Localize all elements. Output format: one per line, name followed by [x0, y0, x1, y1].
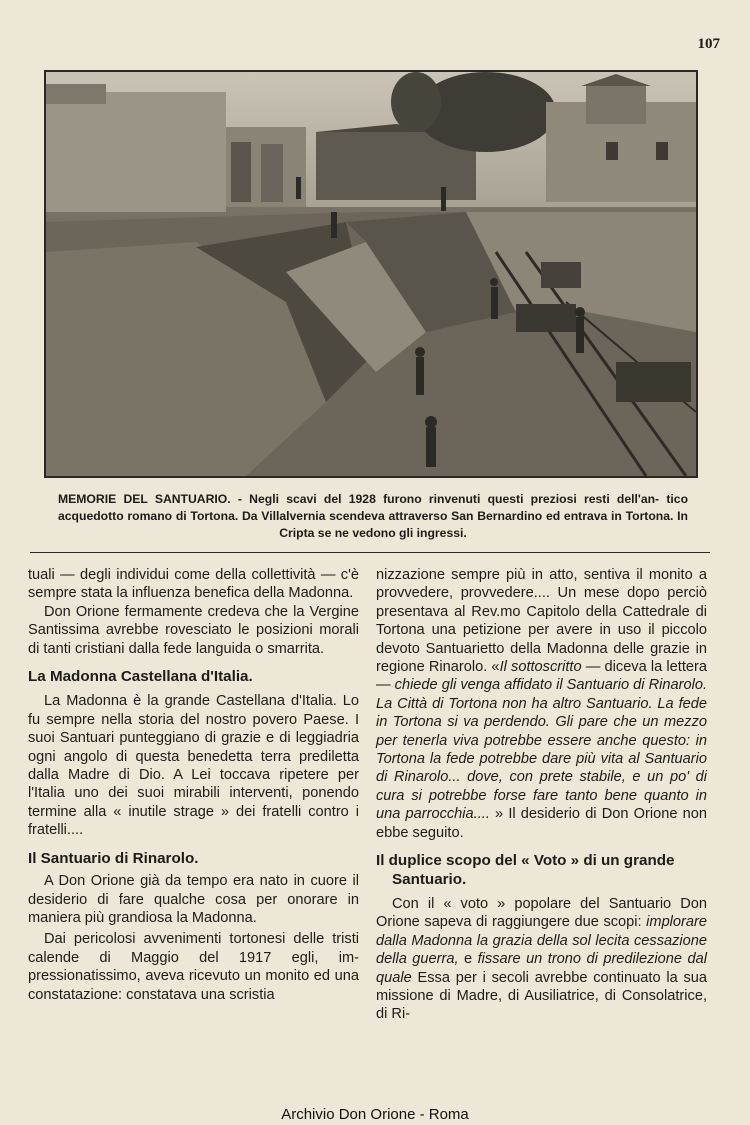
italic-run: implorare dalla Madonna la grazia della sol lecita cessazione della guerra,: [376, 914, 707, 968]
divider-rule: [30, 552, 710, 553]
paragraph: Dai pericolosi avvenimenti tortonesi delle tristi calende di Maggio del 1917 egli, impressionatissimo, aveva ricevuto un monito ed una constatazione: constatava una scristia: [28, 931, 359, 1003]
text-run: nizzazione sempre più in atto, sentiva il monito a provvedere, provvedere.... Un mese dopo perciò presentava al Rev.mo Capitolo della Cattedrale di Tortona una petizione per avere in uso il piccolo devoto Santuarietto della Madonna delle grazie in regione Rinarolo. «: [376, 567, 707, 676]
left-column: [28, 566, 359, 1004]
paragraph: La Madonna è la grande Castellana d'Italia. Lo fu sempre nella storia del nostro povero Paese. I suoi Santuari punteggiano di grazie e di leggiadria ogni angolo di questa benedetta terra prediletta dalla Madre di Dio. A Lei toccava ripetere per l'Italia uno dei suoi mirabili interventi, ponendo termine alla « inutile strage » dei fratelli contro i fratelli....: [28, 693, 359, 839]
excavation-photo-illustration: [46, 72, 696, 476]
text-run: e: [458, 951, 478, 968]
italic-run: fissare un trono di predilezione dal quale: [376, 951, 707, 986]
italic-run: chiede gli venga affidato il Santuario di Rinarolo. La Città di Tortona non ha altro Santuario. La fede in Tortona si va perdendo. Gli pare che un mezzo per tenerla viva potrebbe essere anche questo: in Tortona la fede potrebbe dare più vita al Santuario di Rinarolo... dove, con prete stabile, e un po' di cura si potrebbe forse fare tanto bene quanto in una parrocchia....: [376, 677, 707, 823]
section-heading: Il duplice scopo del « Voto » di un grande Santuario.: [376, 852, 675, 888]
text-run: Con il « voto » popolare del Santuario Don Orione sapeva di raggiungere due scopi:: [376, 895, 707, 931]
archival-photo: [44, 70, 698, 478]
text-run: — diceva la lettera —: [376, 659, 707, 694]
paragraph: [376, 895, 707, 1024]
paragraph: A Don Orione già da tempo era nato in cuore il desiderio di fare qualche cosa per onorare in maniera più grandiosa la Madonna.: [28, 873, 359, 926]
section-heading: Il Santuario di Rinarolo.: [28, 849, 199, 867]
text-run: Essa per i secoli avrebbe continuato la sua missione di Madre, di Ausiliatrice, di Consolatrice, di Ri-: [376, 969, 707, 1023]
paragraph: [376, 566, 707, 842]
section-heading: La Madonna Castellana d'Italia.: [28, 668, 253, 686]
caption-line-2: tico acquedotto romano di Tortona. Da Villalvernia scendeva attraverso San Bernardino ed: [58, 492, 689, 523]
italic-run: Il sottoscritto: [499, 659, 582, 676]
photo-caption: [58, 491, 688, 542]
caption-line-3: entrava in Tortona. In Cripta se ne vedono gli ingressi.: [279, 509, 688, 540]
page-number: 107: [697, 36, 720, 52]
paragraph: tuali — degli individui come della collettività — c'è sempre stata la influenza benefica della Madonna.: [28, 567, 359, 602]
paragraph: Don Orione fermamente credeva che la Vergine Santissima avrebbe rovesciato le posizioni morali di tanti cristiani dalla fede languida o smarrita.: [28, 603, 359, 657]
text-run: » Il desiderio di Don Orione non ebbe seguito.: [376, 806, 707, 841]
right-column: [376, 566, 707, 1024]
caption-line-1: MEMORIE DEL SANTUARIO. - Negli scavi del 1928 furono rinvenuti questi preziosi resti dell'an-: [58, 492, 660, 506]
archive-footer: Archivio Don Orione - Roma: [281, 1106, 469, 1123]
